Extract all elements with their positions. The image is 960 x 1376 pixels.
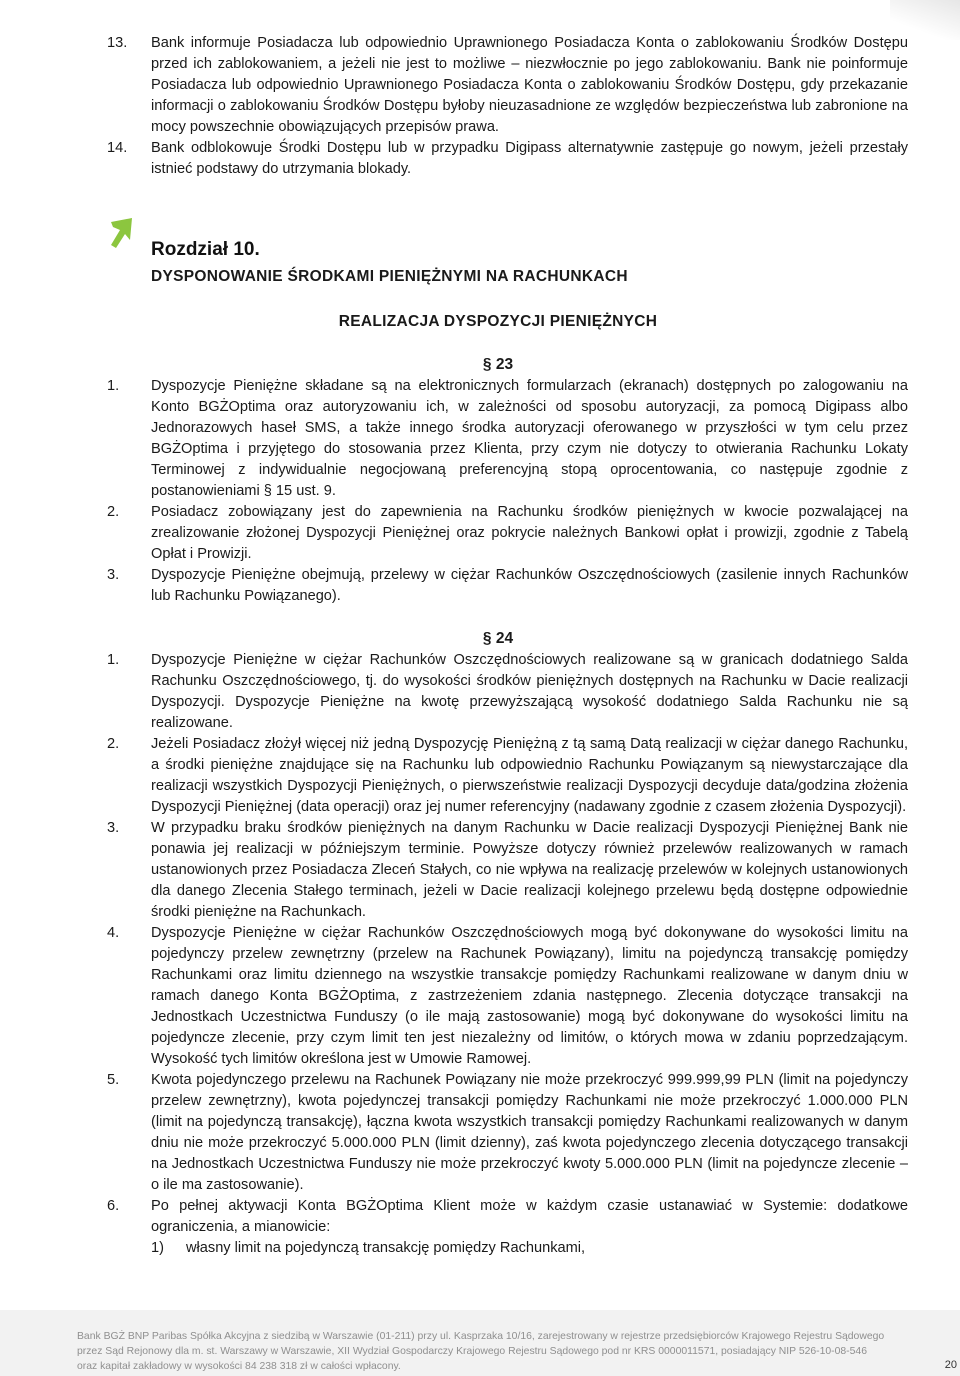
list-item-number: 2. bbox=[107, 736, 120, 752]
list-item-number: 1. bbox=[107, 378, 120, 394]
paragraph-24-list bbox=[0, 650, 960, 1259]
list-item-text: Po pełnej aktywacji Konta BGŻOptima Klient może w każdym czasie ustanawiać w Systemie: dodatkowe ograniczenia, a mianowicie: bbox=[151, 1198, 908, 1235]
list-item-number: 5. bbox=[107, 1072, 120, 1088]
paragraph-mark-23: § 23 bbox=[482, 356, 514, 373]
chapter-title: Rozdział 10. bbox=[151, 239, 260, 260]
footer-legal-text bbox=[77, 1329, 937, 1374]
footer-line: oraz kapitał zakładowy w wysokości 84 238 318 zł w całości wpłacony. bbox=[77, 1361, 401, 1372]
list-item-number: 4. bbox=[107, 925, 120, 941]
list-item bbox=[0, 818, 960, 923]
list-item-text: Dyspozycje Pieniężne w ciężar Rachunków Oszczędnościowych mogą być dokonywane do wysokości limitu na pojedynczy przelew zewnętrzny (przelew na Rachunek Powiązany), limitu na pojedynczą transakcję pomiędzy Rachunkami oraz limitu dziennego na wszystkie transakcje pomiędzy Rachunkami realizowane w danym dniu w ramach danego Konta BGŻOptima, z zastrzeżeniem zdania następnego. Zlecenia dotyczące transakcji na Jednostkach Uczestnictwa Funduszy (o ile mają zastosowanie) mogą być dokonywane do wysokości limitu na pojedyncze zlecenie, przy czym limit ten jest niezależny od limitów, o których mowa w zdaniu poprzedzającym. Wysokość tych limitów określona jest w Umowie Ramowej. bbox=[151, 925, 908, 1067]
list-item bbox=[0, 734, 960, 818]
list-item-text: W przypadku braku środków pieniężnych na danym Rachunku w Dacie realizacji Dyspozycji Pieniężnej Bank nie ponawia jej realizacji w późniejszym terminie. Powyższe dotyczy również przelewów realizowanych w ramach ustanowionych przez Posiadacza Zleceń Stałych, co nie wpływa na realizację przelewów w kolejnych ustanowionych dla danego Zlecenia Stałego terminach, jeżeli w Dacie realizacji kolejnego przelewu będą dostępne odpowiednie środki pieniężne na Rachunkach. bbox=[151, 820, 908, 920]
list-item-number: 14. bbox=[107, 140, 128, 156]
section-title: DYSPONOWANIE ŚRODKAMI PIENIĘŻNYMI NA RACHUNKACH bbox=[151, 268, 628, 285]
list-item-number: 13. bbox=[107, 35, 128, 51]
list-item-text: Jeżeli Posiadacz złożył więcej niż jedną Dyspozycję Pieniężną z tą samą Datą realizacji w ciężar danego Rachunku, a środki pieniężne znajdujące się na Rachunku lub odpowiednio Rachunku Powiązanym są niewystarczające dla realizacji wszystkich Dyspozycji Pieniężnych, o pierwszeństwie realizacji Dyspozycji decyduje data/godzina złożenia Dyspozycji Pieniężnej (data operacji) oraz jej numer referencyjny (nadawany zgodnie z czasem złożenia Dyspozycji). bbox=[151, 736, 908, 815]
document-content bbox=[0, 33, 960, 1259]
footer-line: przez Sąd Rejonowy dla m. st. Warszawy w Warszawie, XII Wydział Gospodarczy Krajowego Rejestru Sądowego pod nr KRS 0000011571, posiadający NIP 526-10-08-546 bbox=[77, 1346, 867, 1357]
list-item-number: 1. bbox=[107, 652, 120, 668]
list-item-13 bbox=[0, 33, 960, 138]
list-item bbox=[0, 1070, 960, 1196]
list-item bbox=[0, 502, 960, 565]
list-item-text: Kwota pojedynczego przelewu na Rachunek Powiązany nie może przekroczyć 999.999,99 PLN (limit na pojedynczy przelew zewnętrzny), kwota pojedynczej transakcji pomiędzy Rachunkami nie może przekroczyć 1.000.000 PLN (limit na pojedynczą transakcję), łączna kwota wszystkich transakcji pomiędzy Rachunkami realizowanych w danym dniu nie może przekroczyć 5.000.000 PLN (limit dzienny), zaś kwota pojedynczego zlecenia dotyczącego transakcji na Jednostkach Uczestnictwa Funduszy nie może przekroczyć kwoty 5.000.000 PLN (limit na pojedyncze zlecenie – o ile ma zastosowanie). bbox=[151, 1072, 908, 1193]
paragraph-mark-24: § 24 bbox=[482, 630, 514, 647]
list-item bbox=[0, 376, 960, 502]
list-item-text: Dyspozycje Pieniężne obejmują, przelewy w ciężar Rachunków Oszczędnościowych (zasilenie innych Rachunków lub Rachunku Powiązanego). bbox=[151, 567, 908, 604]
list-item-text: Dyspozycje Pieniężne składane są na elektronicznych formularzach (ekranach) dostępnych po zalogowaniu na Konto BGŻOptima oraz autoryzowaniu ich, w zależności od sposobu autoryzacji, za pomocą Digipass albo Jednorazowych haseł SMS, a także innego środka autoryzacji oferowanego w przyszłości w tym celu przez BGŻOptima i przyjętego do stosowania przez Klienta, przy czym nie dotyczy to otwierania Rachunku Lokaty Terminowej z indywidualnie negocjowaną preferencyjną stopą oprocentowania, co następuje zgodnie z postanowieniami § 15 ust. 9. bbox=[151, 378, 908, 499]
paragraph-23-list bbox=[0, 376, 960, 607]
page-number: 20 bbox=[944, 1359, 957, 1371]
list-item-text: Dyspozycje Pieniężne w ciężar Rachunków Oszczędnościowych realizowane są w granicach dodatniego Salda Rachunku Oszczędnościowego, tj. do wysokości środków pieniężnych dostępnych na Rachunku w Dacie realizacji Dyspozycji. Dyspozycje Pieniężne na kwotę przewyższającą wysokość dodatniego Salda Rachunku nie są realizowane. bbox=[151, 652, 908, 731]
list-item-14 bbox=[0, 138, 960, 180]
list-item-number: 3. bbox=[107, 567, 120, 583]
sub-list-item-number: 1) bbox=[151, 1240, 164, 1256]
list-block-a bbox=[0, 33, 960, 180]
list-item-text: Bank odblokowuje Środki Dostępu lub w przypadku Digipass alternatywnie zastępuje go nowym, jeżeli przestały istnieć podstawy do utrzymania blokady. bbox=[151, 140, 908, 177]
footer-line: Bank BGŻ BNP Paribas Spółka Akcyjna z siedzibą w Warszawie (01-211) przy ul. Kasprzaka 10/16, zarejestrowany w rejestrze przedsiębiorców Krajowego Rejestru Sądowego bbox=[77, 1331, 885, 1342]
list-item bbox=[0, 923, 960, 1070]
list-item bbox=[0, 1196, 960, 1238]
green-arrow-icon bbox=[108, 218, 134, 248]
list-item-number: 2. bbox=[107, 504, 120, 520]
sub-list-item bbox=[0, 1238, 960, 1259]
list-item-number: 6. bbox=[107, 1198, 120, 1214]
chapter-heading bbox=[0, 236, 960, 264]
page-footer bbox=[0, 1310, 960, 1376]
list-item-number: 3. bbox=[107, 820, 120, 836]
list-item-text: Posiadacz zobowiązany jest do zapewnienia na Rachunku środków pieniężnych w kwocie pozwalającej na zrealizowanie złożonej Dyspozycji Pieniężnej oraz pokrycie należnych Bankowi opłat i prowizji, zgodnie z Tabelą Opłat i Prowizji. bbox=[151, 504, 908, 562]
list-item bbox=[0, 650, 960, 734]
sub-list-item-text: własny limit na pojedynczą transakcję pomiędzy Rachunkami, bbox=[186, 1240, 586, 1256]
list-item bbox=[0, 565, 960, 607]
subsection-title: REALIZACJA DYSPOZYCJI PIENIĘŻNYCH bbox=[338, 313, 658, 330]
list-item-text: Bank informuje Posiadacza lub odpowiednio Uprawnionego Posiadacza Konta o zablokowaniu Środków Dostępu przed ich zablokowaniem, a jeżeli nie jest to możliwe – niezwłocznie po jego zablokowaniu. Bank nie poinformuje Posiadacza lub odpowiednio Uprawnionego Posiadacza Konta o zablokowaniu Środków Dostępu, gdy przekazanie informacji o zablokowaniu Środków Dostępu byłoby nieuzasadnione ze względów bezpieczeństwa lub zabronione na mocy powszechnie obowiązujących przepisów prawa. bbox=[151, 35, 908, 135]
